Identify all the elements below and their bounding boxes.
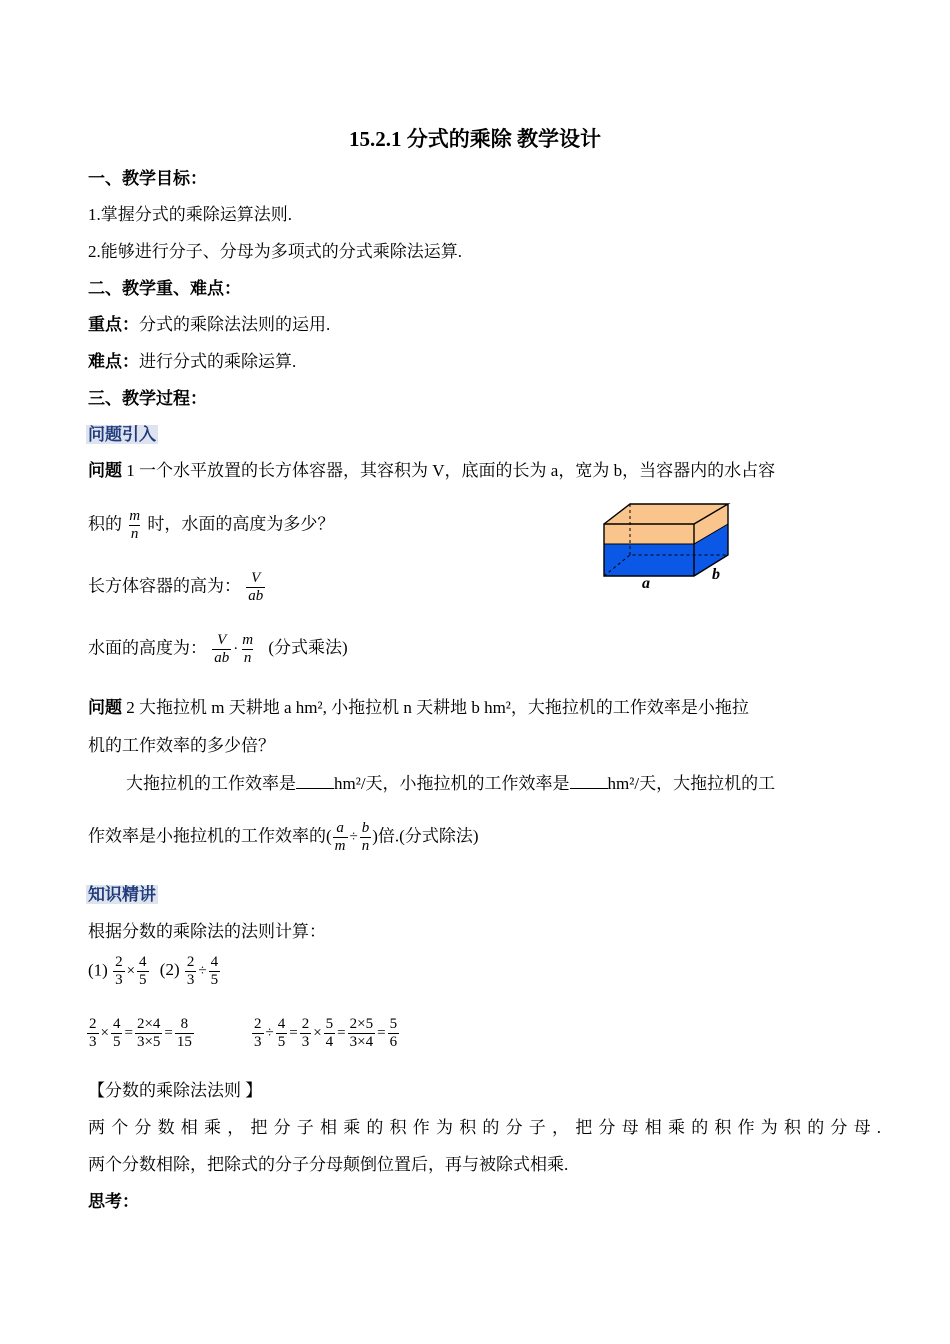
- fraction-denominator: 5: [139, 972, 147, 988]
- figure-label-b: b: [712, 566, 720, 583]
- fraction-denominator: 3: [115, 972, 123, 988]
- question-2-label: 问题: [88, 698, 122, 717]
- fraction-m-over-n: [240, 632, 255, 667]
- fraction-numerator: 8: [180, 1016, 189, 1032]
- question-1-line-2-post: 时，水面的高度为多少？: [147, 514, 335, 534]
- fraction-denominator: m: [334, 838, 346, 854]
- key-point: [88, 314, 330, 336]
- fraction-denominator: 15: [176, 1034, 192, 1050]
- answer-blank-1[interactable]: [296, 772, 334, 789]
- fraction-2-over-3: [113, 954, 125, 989]
- fraction-denominator: 3: [186, 972, 195, 988]
- objective-item-2: 2.能够进行分子、分母为多项式的分式乘除法运算.: [88, 242, 462, 261]
- water-height-label: 水面的高度为：: [88, 638, 207, 658]
- fraction-numerator: 4: [139, 954, 147, 970]
- times-sign: ×: [313, 1025, 322, 1041]
- fraction-numerator: 5: [325, 1016, 334, 1032]
- fraction-numerator: 2: [186, 954, 195, 970]
- fraction-numerator: m: [242, 632, 254, 648]
- divide-sign: ÷: [198, 963, 207, 979]
- key-point-text: 分式的乘除法法则的运用.: [139, 315, 331, 334]
- division-solution: [251, 1016, 400, 1051]
- fraction-product: [348, 1016, 375, 1051]
- multiplication-solution: [86, 1016, 195, 1051]
- container-height-label: 长方体容器的高为：: [88, 576, 241, 596]
- question-1-line-2-pre: 积的: [88, 514, 122, 534]
- fraction-numerator: 2: [115, 954, 123, 970]
- equals-sign: =: [377, 1025, 386, 1041]
- times-sign: ×: [100, 1025, 109, 1041]
- page-title: 15.2.1 分式的乘除 教学设计: [349, 127, 601, 151]
- question-1-text: 1 一个水平放置的长方体容器，其容积为 V，底面的长为 a，宽为 b，当容器内的水占容: [122, 461, 776, 480]
- fraction-8-over-15: [175, 1016, 194, 1051]
- question-2-line-4-post: )倍.(分式除法): [372, 826, 479, 846]
- fraction-4-over-5: [209, 954, 221, 989]
- fraction-denominator: 5: [210, 972, 219, 988]
- fraction-denominator: 3: [301, 1034, 310, 1050]
- water-height: [88, 632, 348, 667]
- intro-tag: [86, 424, 158, 446]
- divide-sign: ÷: [349, 829, 358, 845]
- fraction-denominator: 3×5: [136, 1034, 161, 1050]
- calculation-intro: 根据分数的乘除法的法则计算：: [88, 922, 326, 941]
- equals-sign: =: [124, 1025, 133, 1041]
- section-process-heading: 三、教学过程：: [88, 389, 207, 408]
- fraction-denominator: n: [243, 650, 252, 666]
- fraction-numerator: V: [251, 570, 261, 586]
- fraction-5-over-6: [388, 1016, 400, 1051]
- fraction-b-over-n: [360, 820, 372, 855]
- problem-2-label: (2): [159, 960, 180, 980]
- fraction-2-over-3: [87, 1016, 99, 1051]
- fraction-5-over-4: [324, 1016, 336, 1051]
- fraction-product: [135, 1016, 162, 1051]
- equals-sign: =: [337, 1025, 346, 1041]
- fraction-a-over-m: [333, 820, 348, 855]
- knowledge-tag: [86, 884, 158, 906]
- fraction-numerator: 2×5: [349, 1016, 374, 1032]
- rule-heading: 【分数的乘除法法则 】: [88, 1081, 263, 1100]
- fraction-4-over-5: [276, 1016, 288, 1051]
- question-1-line-1: [88, 460, 775, 482]
- answer-blank-2[interactable]: [570, 772, 608, 789]
- question-2-line-3-a: 大拖拉机的工作效率是: [126, 774, 296, 793]
- question-2-line-3-c: hm²/天，大拖拉机的工: [607, 774, 776, 793]
- times-sign: ×: [126, 963, 136, 979]
- container-height: [88, 570, 266, 605]
- section-objectives-heading: 一、教学目标：: [88, 169, 207, 188]
- question-2-line-3-b: hm²/天，小拖拉机的工作效率是: [334, 774, 570, 793]
- question-2-line-4-pre: 作效率是小拖拉机的工作效率的(: [88, 826, 332, 846]
- problem-1-label: (1): [88, 960, 108, 980]
- question-2-text: 2 大拖拉机 m 天耕地 a hm², 小拖拉机 n 天耕地 b hm²，大拖拉机的工作效率是小拖拉: [122, 698, 749, 717]
- objective-item-1: 1.掌握分式的乘除运算法则.: [88, 205, 292, 224]
- fraction-denominator: n: [130, 526, 139, 542]
- cuboid-container-figure: [598, 500, 734, 592]
- fraction-numerator: 4: [277, 1016, 286, 1032]
- fraction-denominator: 6: [389, 1034, 398, 1050]
- fraction-numerator: 4: [210, 954, 219, 970]
- fraction-v-over-ab: [246, 570, 265, 605]
- calculation-problems: [88, 954, 221, 989]
- fraction-numerator: 4: [112, 1016, 121, 1032]
- fraction-denominator: ab: [214, 650, 230, 666]
- question-2-line-4: [88, 820, 478, 855]
- fraction-numerator: a: [336, 820, 344, 836]
- fraction-numerator: 2: [254, 1016, 262, 1032]
- key-point-label: 重点：: [88, 315, 139, 334]
- knowledge-tag-label: 知识精讲: [88, 885, 156, 904]
- fraction-m-over-n: [127, 508, 142, 543]
- difficult-point-label: 难点：: [88, 352, 139, 371]
- fraction-denominator: n: [361, 838, 370, 854]
- fraction-2-over-3: [300, 1016, 312, 1051]
- rule-division: 两个分数相除，把除式的分子分母颠倒位置后，再与被除式相乘.: [88, 1155, 569, 1174]
- equals-sign: =: [289, 1025, 298, 1041]
- fraction-4-over-5: [137, 954, 149, 989]
- divide-sign: ÷: [265, 1025, 274, 1041]
- fraction-denominator: 3: [254, 1034, 262, 1050]
- question-2-line-3: [126, 772, 775, 795]
- fraction-2-over-3: [185, 954, 197, 989]
- fraction-denominator: 5: [277, 1034, 286, 1050]
- question-2-line-1: [88, 697, 749, 719]
- difficult-point-text: 进行分式的乘除运算.: [139, 352, 297, 371]
- intro-tag-label: 问题引入: [88, 425, 156, 444]
- rule-multiplication: 两个分数相乘，把分子相乘的积作为积的分子，把分母相乘的积作为积的分母.: [88, 1118, 888, 1137]
- fraction-denominator: 3: [89, 1034, 97, 1050]
- fraction-numerator: V: [217, 632, 227, 648]
- think-heading: 思考：: [88, 1192, 139, 1211]
- fraction-denominator: 3×4: [349, 1034, 374, 1050]
- fraction-denominator: 5: [112, 1034, 121, 1050]
- fraction-numerator: m: [129, 508, 141, 524]
- fraction-v-over-ab: [212, 632, 231, 667]
- water-height-note: (分式乘法): [268, 638, 348, 658]
- fraction-numerator: 2: [89, 1016, 97, 1032]
- question-2-line-2: 机的工作效率的多少倍？: [88, 736, 275, 755]
- fraction-numerator: 2: [301, 1016, 310, 1032]
- fraction-denominator: ab: [248, 588, 264, 604]
- fraction-2-over-3: [252, 1016, 264, 1051]
- fraction-numerator: b: [361, 820, 370, 836]
- equals-sign: =: [164, 1025, 173, 1041]
- section-keypoints-heading: 二、教学重、难点：: [88, 279, 241, 298]
- fraction-numerator: 5: [389, 1016, 398, 1032]
- fraction-denominator: 4: [325, 1034, 334, 1050]
- difficult-point: [88, 351, 296, 373]
- question-1-label: 问题: [88, 461, 122, 480]
- multiply-dot: ·: [233, 641, 239, 657]
- figure-label-a: a: [642, 575, 650, 592]
- fraction-4-over-5: [111, 1016, 123, 1051]
- fraction-numerator: 2×4: [136, 1016, 161, 1032]
- question-1-line-2: [88, 508, 334, 543]
